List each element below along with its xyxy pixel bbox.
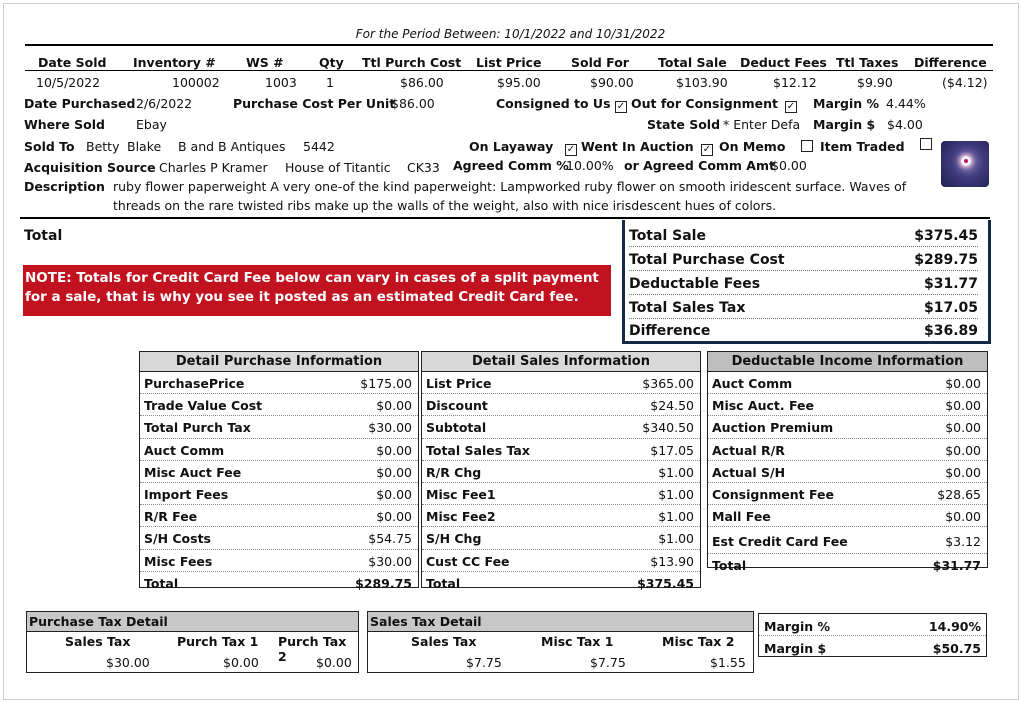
agreed-comm-pct-value: 10.00% bbox=[566, 158, 614, 173]
table-row: Cust CC Fee $13.90 bbox=[422, 550, 700, 572]
report-period: For the Period Between: 10/1/2022 and 10/31/2022 bbox=[355, 27, 666, 41]
col-ttl-taxes: Ttl Taxes bbox=[836, 55, 899, 70]
detail-sales-title: Detail Sales Information bbox=[422, 352, 700, 372]
acquisition-source-name: Charles P Kramer bbox=[159, 160, 268, 175]
on-memo-label: On Memo bbox=[719, 139, 786, 154]
table-row: PurchasePrice $175.00 bbox=[140, 372, 418, 394]
detail-purchase-title: Detail Purchase Information bbox=[140, 352, 418, 372]
table-row: S/H Chg $1.00 bbox=[422, 527, 700, 549]
col-sold-for: Sold For bbox=[571, 55, 629, 70]
on-memo-checkbox[interactable] bbox=[801, 139, 817, 154]
table-row: Actual S/H $0.00 bbox=[708, 461, 987, 483]
table-row: Subtotal $340.50 bbox=[422, 416, 700, 438]
col-qty: Qty bbox=[319, 55, 344, 70]
where-sold-label: Where Sold bbox=[24, 117, 105, 132]
record-ws: 1003 bbox=[265, 75, 297, 90]
table-row: Auction Premium $0.00 bbox=[708, 416, 987, 438]
record-ttl-taxes: $9.90 bbox=[857, 75, 893, 90]
sold-to-company: B and B Antiques bbox=[178, 139, 286, 154]
purchase-tax-detail bbox=[26, 611, 359, 673]
table-row: Total Sales Tax $17.05 bbox=[422, 439, 700, 461]
checkmark-icon bbox=[565, 144, 577, 156]
totals-summary bbox=[622, 220, 991, 344]
purchase-tax-header: Purch Tax 1 bbox=[177, 634, 259, 649]
consigned-to-us-label: Consigned to Us bbox=[496, 96, 611, 111]
agreed-comm-amt-value: $0.00 bbox=[771, 158, 807, 173]
table-row: R/R Chg $1.00 bbox=[422, 461, 700, 483]
acquisition-source-label: Acquisition Source bbox=[24, 160, 156, 175]
sales-tax-title: Sales Tax Detail bbox=[367, 611, 754, 632]
table-row: Total Purch Tax $30.00 bbox=[140, 416, 418, 438]
header-rule-top bbox=[25, 44, 993, 46]
col-difference: Difference bbox=[914, 55, 987, 70]
sold-to-first-name: Betty bbox=[86, 139, 120, 154]
purchase-cost-per-unit-label: Purchase Cost Per Unit bbox=[233, 96, 396, 111]
table-row: Misc Fee2 $1.00 bbox=[422, 505, 700, 527]
purchase-cost-per-unit-value: $86.00 bbox=[391, 96, 435, 111]
on-layaway-checkbox[interactable] bbox=[565, 139, 581, 156]
purchase-tax-header: Purch Tax 2 bbox=[278, 634, 347, 664]
sold-to-last-name: Blake bbox=[127, 139, 162, 154]
table-row: Trade Value Cost $0.00 bbox=[140, 394, 418, 416]
description-line-2: threads on the rare twisted ribs make up the walls of the weight, also with nice irisdescent hues of colors. bbox=[113, 198, 777, 213]
table-row: Mall Fee $0.00 bbox=[708, 505, 987, 527]
col-ttl-purch-cost: Ttl Purch Cost bbox=[362, 55, 462, 70]
table-total-row: Total $375.45 bbox=[426, 575, 694, 591]
credit-card-fee-note: NOTE: Totals for Credit Card Fee below can vary in cases of a split payment for a sale, that is why you see it posted as an estimated Credit Card fee. bbox=[23, 265, 611, 316]
table-row: Est Credit Card Fee $3.12 bbox=[708, 527, 987, 554]
checkmark-icon bbox=[785, 101, 797, 113]
went-in-auction-checkbox[interactable] bbox=[701, 139, 717, 156]
sales-tax-header: Sales Tax bbox=[411, 634, 477, 649]
purchase-tax-value: $0.00 bbox=[316, 655, 352, 670]
total-sales-tax-row: Total Sales Tax $17.05 bbox=[629, 295, 978, 319]
margin-pct-value: 4.44% bbox=[886, 96, 926, 111]
agreed-comm-pct-label: Agreed Comm % bbox=[453, 158, 569, 173]
total-sale-row: Total Sale $375.45 bbox=[629, 223, 978, 247]
description-label: Description bbox=[24, 179, 105, 194]
record-deduct-fees: $12.12 bbox=[773, 75, 817, 90]
purchase-tax-title: Purchase Tax Detail bbox=[26, 611, 359, 632]
table-row: Misc Fee1 $1.00 bbox=[422, 483, 700, 505]
header-rule-bottom bbox=[25, 70, 993, 71]
record-qty: 1 bbox=[326, 75, 334, 90]
table-row: Discount $24.50 bbox=[422, 394, 700, 416]
record-total-sale: $103.90 bbox=[676, 75, 728, 90]
margin-dollar-label: Margin $ bbox=[813, 117, 876, 132]
margin-summary bbox=[758, 613, 987, 657]
description-line-1: ruby flower paperweight A very one-of the kind paperweight: Lampworked ruby flower on smooth iridescent surface. Waves of bbox=[113, 179, 907, 194]
record-inventory: 100002 bbox=[172, 75, 220, 90]
checkmark-icon bbox=[701, 144, 713, 156]
where-sold-value: Ebay bbox=[136, 117, 167, 132]
table-row: List Price $365.00 bbox=[422, 372, 700, 394]
sold-to-id: 5442 bbox=[303, 139, 335, 154]
total-label: Total bbox=[24, 228, 63, 244]
out-for-consignment-label: Out for Consignment bbox=[631, 96, 779, 111]
sales-tax-header: Misc Tax 1 bbox=[541, 634, 614, 649]
table-total-row: Total $31.77 bbox=[712, 558, 981, 574]
col-deduct-fees: Deduct Fees bbox=[740, 55, 827, 70]
state-sold-label: State Sold bbox=[647, 117, 721, 132]
margin-dollar-value: $4.00 bbox=[887, 117, 923, 132]
margin-pct-row: Margin % 14.90% bbox=[759, 614, 986, 636]
deductable-income-table bbox=[707, 351, 988, 574]
total-purchase-cost-row: Total Purchase Cost $289.75 bbox=[629, 247, 978, 271]
margin-pct-label: Margin % bbox=[813, 96, 880, 111]
table-row: Import Fees $0.00 bbox=[140, 483, 418, 505]
detail-purchase-table bbox=[139, 351, 419, 591]
col-list-price: List Price bbox=[476, 55, 542, 70]
item-traded-checkbox[interactable] bbox=[920, 137, 936, 152]
table-row: Misc Fees $30.00 bbox=[140, 550, 418, 572]
record-sold-for: $90.00 bbox=[590, 75, 634, 90]
sold-to-label: Sold To bbox=[24, 139, 75, 154]
col-date-sold: Date Sold bbox=[38, 55, 107, 70]
went-in-auction-label: Went In Auction bbox=[581, 139, 694, 154]
item-traded-label: Item Traded bbox=[820, 139, 905, 154]
detail-sales-table bbox=[421, 351, 701, 591]
col-total-sale: Total Sale bbox=[658, 55, 727, 70]
acquisition-source-company: House of Titantic bbox=[285, 160, 391, 175]
difference-row: Difference $36.89 bbox=[629, 323, 978, 339]
record-ttl-purch-cost: $86.00 bbox=[400, 75, 444, 90]
section-rule bbox=[20, 217, 990, 219]
state-sold-value: * Enter Defa bbox=[723, 117, 801, 132]
col-inventory: Inventory # bbox=[133, 55, 216, 70]
col-ws: WS # bbox=[246, 55, 284, 70]
sales-tax-detail bbox=[367, 611, 754, 673]
agreed-comm-amt-label: or Agreed Comm Amt bbox=[624, 158, 775, 173]
deductable-income-title: Deductable Income Information bbox=[708, 352, 987, 372]
purchase-tax-value: $0.00 bbox=[223, 655, 259, 670]
date-purchased-label: Date Purchased bbox=[24, 96, 136, 111]
sales-tax-value: $1.55 bbox=[710, 655, 746, 670]
checkmark-icon bbox=[615, 101, 627, 113]
margin-dollar-row: Margin $ $50.75 bbox=[764, 641, 981, 656]
table-row: S/H Costs $54.75 bbox=[140, 527, 418, 549]
record-difference: ($4.12) bbox=[942, 75, 988, 90]
date-purchased-value: 2/6/2022 bbox=[136, 96, 193, 111]
table-total-row: Total $289.75 bbox=[144, 575, 412, 591]
record-list-price: $95.00 bbox=[497, 75, 541, 90]
sales-tax-header: Misc Tax 2 bbox=[662, 634, 735, 649]
deductable-fees-row: Deductable Fees $31.77 bbox=[629, 271, 978, 295]
purchase-tax-value: $30.00 bbox=[106, 655, 150, 670]
table-row: Auct Comm $0.00 bbox=[708, 372, 987, 394]
sales-tax-value: $7.75 bbox=[590, 655, 626, 670]
table-row: Actual R/R $0.00 bbox=[708, 439, 987, 461]
paperweight-photo-icon[interactable] bbox=[941, 141, 989, 187]
table-row: Misc Auct. Fee $0.00 bbox=[708, 394, 987, 416]
sales-tax-value: $7.75 bbox=[466, 655, 502, 670]
table-row: Consignment Fee $28.65 bbox=[708, 483, 987, 505]
consigned-to-us-checkbox[interactable] bbox=[615, 96, 631, 113]
on-layaway-label: On Layaway bbox=[469, 139, 554, 154]
purchase-tax-header: Sales Tax bbox=[65, 634, 131, 649]
table-row: R/R Fee $0.00 bbox=[140, 505, 418, 527]
table-row: Misc Auct Fee $0.00 bbox=[140, 461, 418, 483]
record-date-sold: 10/5/2022 bbox=[36, 75, 101, 90]
table-row: Auct Comm $0.00 bbox=[140, 439, 418, 461]
acquisition-source-code: CK33 bbox=[407, 160, 440, 175]
out-for-consignment-checkbox[interactable] bbox=[785, 96, 801, 113]
